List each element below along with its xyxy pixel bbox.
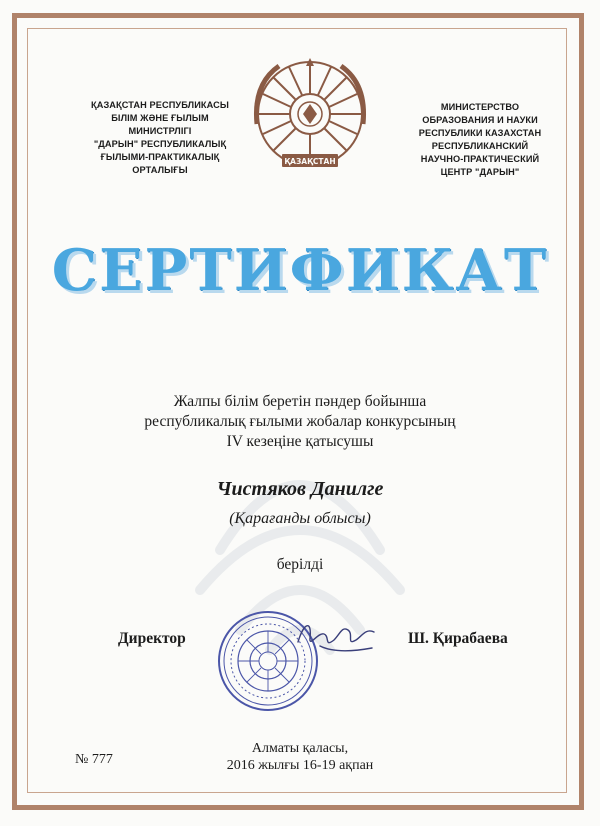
description-line: Жалпы білім беретін пәндер бойынша (173, 393, 427, 410)
header-right-line: ЦЕНТР "ДАРЫН" (440, 167, 520, 177)
header-left-line: ҒЫЛЫМИ-ПРАКТИКАЛЫҚ (100, 152, 220, 162)
header-right-line: РЕСПУБЛИКАНСКИЙ (431, 141, 529, 151)
description-line: IV кезеңіне қатысушы (226, 433, 374, 450)
certificate-description (90, 392, 510, 452)
certificate-title: СЕРТИФИКАТ (51, 237, 549, 304)
header-left-line: ҚАЗАҚСТАН РЕСПУБЛИКАСЫ (91, 100, 229, 110)
footer-line: Алматы қаласы, (251, 741, 349, 756)
header-left-line: ОРТАЛЫҒЫ (132, 165, 188, 175)
header-left-line: МИНИСТРЛІГІ (128, 126, 192, 136)
footer-line: 2016 жылғы 16-19 ақпан (226, 758, 374, 773)
header-right-ministry-ru (392, 101, 568, 179)
svg-text:ҚАЗАҚСТАН: ҚАЗАҚСТАН (284, 157, 336, 166)
awarded-text: берілді (276, 556, 324, 573)
header-right-line: НАУЧНО-ПРАКТИЧЕСКИЙ (420, 154, 540, 164)
header-left-line: БІЛІМ ЖӘНЕ ҒЫЛЫМ (111, 113, 209, 123)
director-signature-icon (290, 612, 380, 662)
header-right-line: МИНИСТЕРСТВО (440, 102, 520, 112)
description-line: республикалық ғылыми жобалар конкурсының (144, 413, 456, 430)
header-left-line: "ДАРЫН" РЕСПУБЛИКАЛЫҚ (93, 139, 227, 149)
place-and-date (0, 740, 600, 774)
director-name: Ш. Қирабаева (408, 630, 508, 647)
state-emblem-icon (249, 54, 371, 176)
director-label: Директор (118, 630, 186, 647)
recipient-name: Чистяков Данилге (216, 478, 384, 500)
recipient-region: (Қарағанды облысы) (229, 510, 371, 527)
header-left-ministry-kz (60, 99, 260, 177)
header-right-line: РЕСПУБЛИКИ КАЗАХСТАН (418, 128, 542, 138)
certificate-number: № 777 (75, 752, 113, 767)
header-right-line: ОБРАЗОВАНИЯ И НАУКИ (422, 115, 538, 125)
